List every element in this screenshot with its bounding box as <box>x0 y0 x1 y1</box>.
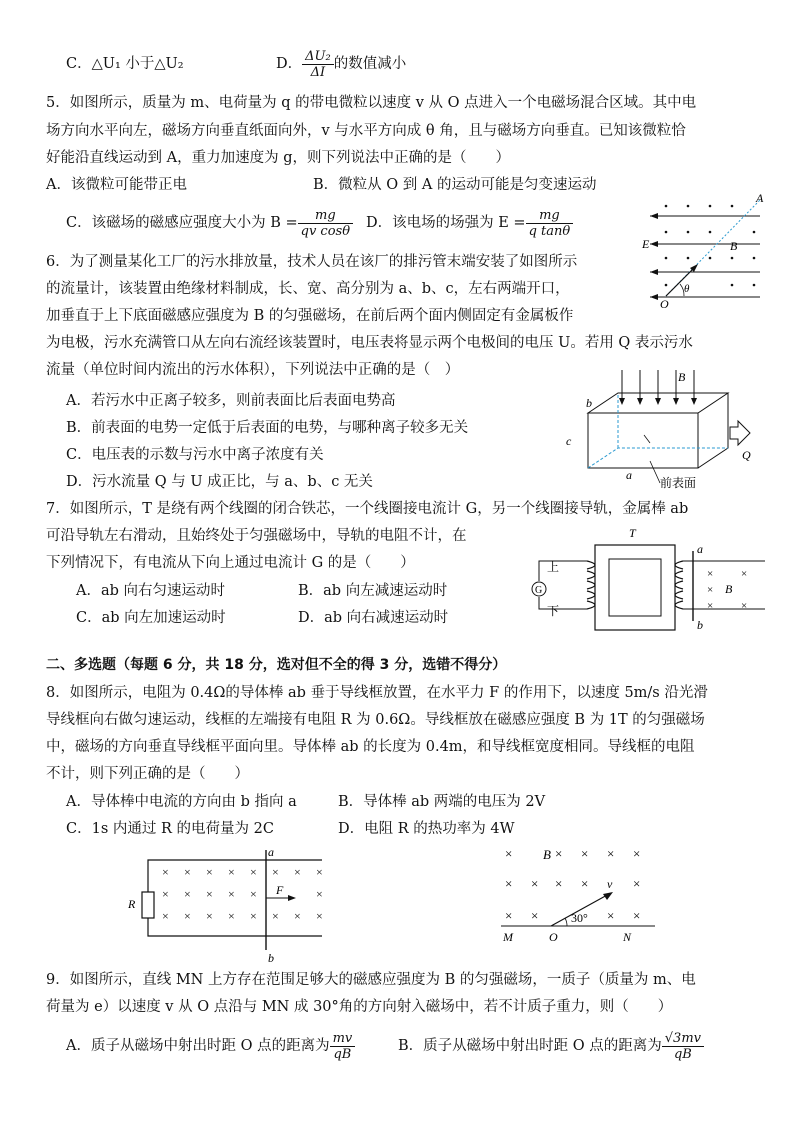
q4-d-numerator: ΔU₂ <box>302 49 334 65</box>
q8-cross: × <box>294 909 301 923</box>
q8-cross: × <box>206 887 213 901</box>
q7-label-b: b <box>697 618 703 632</box>
q9-label-angle: 30° <box>571 911 588 925</box>
q4-option-d <box>276 46 406 82</box>
q9-label-n: N <box>623 930 632 944</box>
q5-label-o: O <box>660 297 669 311</box>
q5-figure <box>636 188 776 311</box>
q6-figure <box>560 365 760 490</box>
q9-cross: × <box>531 908 539 923</box>
q4-d-denominator: ΔI <box>310 64 326 80</box>
q7-option-c: C．ab 向左加速运动时 <box>76 610 226 626</box>
q8-stem-line2: 导线框向右做匀速运动，线框的左端接有电阻 R 为 0.6Ω。导线框放在磁感应强度 B 为 1T 的匀强磁场 <box>46 712 705 728</box>
q6-stem-line1: 6．为了测量某化工厂的污水排放量，技术人员在该厂的排污管末端安装了如图所示 <box>46 254 578 270</box>
q6-label-b-field: B <box>678 370 686 384</box>
q6-stem-line4: 为电极，污水充满管口从左向右流经该装置时，电压表将显示两个电极间的电压 U。若用 Q 表示污水 <box>46 335 693 351</box>
q7-label-a: a <box>697 542 703 556</box>
q6-option-d: D．污水流量 Q 与 U 成正比，与 a、b、c 无关 <box>66 474 373 490</box>
q9-label-b: B <box>543 847 551 862</box>
q7-label-t: T <box>629 526 636 540</box>
q8-crosses <box>162 865 323 923</box>
q7-galvanometer-g: G <box>535 585 543 596</box>
q7-cross: × <box>741 568 748 580</box>
q8-cross: × <box>228 887 235 901</box>
q9-cross: × <box>505 876 513 891</box>
q5-label-theta: θ <box>684 283 690 295</box>
q8-cross: × <box>184 909 191 923</box>
q5-option-c-fraction <box>298 208 353 239</box>
q6-option-a: A．若污水中正离子较多，则前表面比后表面电势高 <box>66 393 396 409</box>
q9-option-a-fraction <box>330 1031 356 1062</box>
q6-option-b: B．前表面的电势一定低于后表面的电势，与哪种离子较多无关 <box>66 420 469 436</box>
q8-cross: × <box>162 909 169 923</box>
q5-dots <box>665 205 756 287</box>
q9-option-a-label: A．质子从磁场中射出时距 O 点的距离为 <box>66 1038 330 1054</box>
q8-option-b: B．导体棒 ab 两端的电压为 2V <box>338 794 546 810</box>
q7-option-d: D．ab 向右减速运动时 <box>298 610 449 626</box>
q9-b-numerator: √3mv <box>662 1031 704 1047</box>
q5-option-d-fraction <box>526 208 574 239</box>
q9-cross: × <box>531 876 539 891</box>
q9-cross: × <box>607 846 615 861</box>
q9-label-v: v <box>607 877 613 891</box>
q8-cross: × <box>250 909 257 923</box>
q5-option-d-label: D．该电场的场强为 E = <box>366 215 526 231</box>
q9-a-numerator: mv <box>330 1031 356 1047</box>
q8-cross: × <box>272 865 279 879</box>
q9-cross: × <box>581 846 589 861</box>
q8-cross: × <box>272 909 279 923</box>
q8-cross: × <box>316 865 323 879</box>
q7-cross: × <box>741 600 748 612</box>
q8-cross: × <box>250 887 257 901</box>
q6-label-c: c <box>566 434 572 448</box>
q8-cross: × <box>250 865 257 879</box>
q6-stem-line2: 的流量计，该装置由绝缘材料制成，长、宽、高分别为 a、b、c，左右两端开口， <box>46 281 570 297</box>
q9-a-denominator: qB <box>333 1046 352 1062</box>
q7-label-down: 下 <box>547 604 560 618</box>
q5-c-denominator: qv cosθ <box>300 223 351 239</box>
q9-option-a <box>66 1028 355 1064</box>
q8-cross: × <box>228 865 235 879</box>
q8-label-r: R <box>128 897 136 911</box>
q7-right-coil <box>675 561 683 609</box>
q5-stem-line2: 场方向水平向左，磁场方向垂直纸面向外，v 与水平方向成 θ 角，且与磁场方向垂直。已知该微粒恰 <box>46 123 686 139</box>
q9-stem-line1: 9．如图所示，直线 MN 上方存在范围足够大的磁感应强度为 B 的匀强磁场，一质子（质量为 m、电 <box>46 972 696 988</box>
q9-label-m: M <box>503 930 513 944</box>
q9-option-b <box>398 1028 704 1064</box>
q7-cross: × <box>707 584 714 596</box>
q8-figure <box>122 846 332 966</box>
q6-label-a: a <box>626 468 632 482</box>
q9-option-b-fraction <box>662 1031 704 1062</box>
q8-label-b: b <box>268 951 274 965</box>
q6-stem-line5: 流量（单位时间内流出的污水体积），下列说法中正确的是（ ） <box>46 362 460 378</box>
q8-stem-line1: 8．如图所示，电阻为 0.4Ω的导体棒 ab 垂于导线框放置，在水平力 F 的作用下，以速度 5m/s 沿光滑 <box>46 685 708 701</box>
q9-cross: × <box>633 908 641 923</box>
q9-cross: × <box>505 846 513 861</box>
q6-label-q: Q <box>742 448 751 462</box>
q5-option-d <box>366 205 573 241</box>
q5-label-e: E <box>642 237 650 251</box>
q9-cross: × <box>581 876 589 891</box>
q9-b-denominator: qB <box>673 1046 692 1062</box>
q4-option-d-fraction <box>302 49 334 80</box>
q7-option-b: B．ab 向左减速运动时 <box>298 583 448 599</box>
q6-stem-line3: 加垂直于上下底面磁感应强度为 B 的匀强磁场，在前后两个面内侧固定有金属板作 <box>46 308 574 324</box>
q9-option-b-label: B．质子从磁场中射出时距 O 点的距离为 <box>398 1038 662 1054</box>
q7-label-field-b: B <box>725 582 733 596</box>
q7-label-up: 上 <box>547 560 560 574</box>
q7-stem-line1: 7．如图所示，T 是绕有两个线圈的闭合铁芯，一个线圈接电流计 G，另一个线圈接导轨，金属棒 ab <box>46 501 689 517</box>
q8-cross: × <box>206 865 213 879</box>
q8-cross: × <box>294 865 301 879</box>
q7-stem-line2: 可沿导轨左右滑动，且始终处于匀强磁场中，导轨的电阻不计，在 <box>46 528 467 544</box>
q6-label-b: b <box>586 396 592 410</box>
q9-label-o: O <box>549 930 558 944</box>
q8-cross: × <box>184 865 191 879</box>
q9-cross: × <box>633 846 641 861</box>
q4-option-c: C．△U₁ 小于△U₂ <box>66 56 184 72</box>
q8-cross: × <box>316 887 323 901</box>
q5-label-b: B <box>730 239 738 253</box>
q5-c-numerator: mg <box>298 208 353 224</box>
q5-option-c <box>66 205 353 241</box>
q4-option-d-suffix: 的数值减小 <box>333 56 407 72</box>
q5-option-b: B．微粒从 O 到 A 的运动可能是匀变速运动 <box>313 177 597 193</box>
q9-cross: × <box>607 908 615 923</box>
q5-option-a: A．该微粒可能带正电 <box>46 177 187 193</box>
q8-option-a: A．导体棒中电流的方向由 b 指向 a <box>66 794 297 810</box>
q7-option-a: A．ab 向右匀速运动时 <box>76 583 226 599</box>
q8-cross: × <box>162 887 169 901</box>
q9-stem-line2: 荷量为 e）以速度 v 从 O 点沿与 MN 成 30°角的方向射入磁场中，若不计质子重力，则（ ） <box>46 999 673 1015</box>
q7-cross: × <box>707 568 714 580</box>
q6-label-front: 前表面 <box>660 476 697 490</box>
q9-cross: × <box>505 908 513 923</box>
q5-label-a: A <box>756 191 764 205</box>
q8-option-d: D．电阻 R 的热功率为 4W <box>338 821 515 837</box>
q7-stem-line3: 下列情况下，有电流从下向上通过电流计 G 的是（ ） <box>46 555 415 571</box>
q7-figure <box>525 525 770 640</box>
q7-cross: × <box>707 600 714 612</box>
q8-cross: × <box>316 909 323 923</box>
q7-left-coil <box>587 561 595 609</box>
q9-cross: × <box>555 846 563 861</box>
q5-d-numerator: mg <box>526 208 574 224</box>
q5-d-denominator: q tanθ <box>528 223 571 239</box>
q8-stem-line4: 不计，则下列正确的是（ ） <box>46 766 249 782</box>
q8-cross: × <box>184 887 191 901</box>
q8-cross: × <box>206 909 213 923</box>
q8-label-f: F <box>276 883 284 897</box>
q5-stem-line1: 5．如图所示，质量为 m、电荷量为 q 的带电微粒以速度 v 从 O 点进入一个电磁场混合区域。其中电 <box>46 95 697 111</box>
q5-stem-line3: 好能沿直线运动到 A，重力加速度为 g，则下列说法中正确的是（ ） <box>46 150 510 166</box>
q9-figure <box>495 840 665 945</box>
q8-cross: × <box>162 865 169 879</box>
q9-cross: × <box>555 876 563 891</box>
q8-stem-line3: 中，磁场的方向垂直导线框平面向里。导体棒 ab 的长度为 0.4m，和导线框宽度相同。导线框的电阻 <box>46 739 695 755</box>
q4-option-d-label: D． <box>276 56 303 72</box>
q8-label-a: a <box>268 845 274 859</box>
q6-option-c: C．电压表的示数与污水中离子浓度有关 <box>66 447 324 463</box>
section2-title: 二、多选题（每题 6 分，共 18 分，选对但不全的得 3 分，选错不得分） <box>46 657 507 673</box>
q8-option-c: C．1s 内通过 R 的电荷量为 2C <box>66 821 274 837</box>
q9-cross: × <box>633 876 641 891</box>
q8-cross: × <box>228 909 235 923</box>
q5-option-c-label: C．该磁场的磁感应强度大小为 B = <box>66 215 298 231</box>
